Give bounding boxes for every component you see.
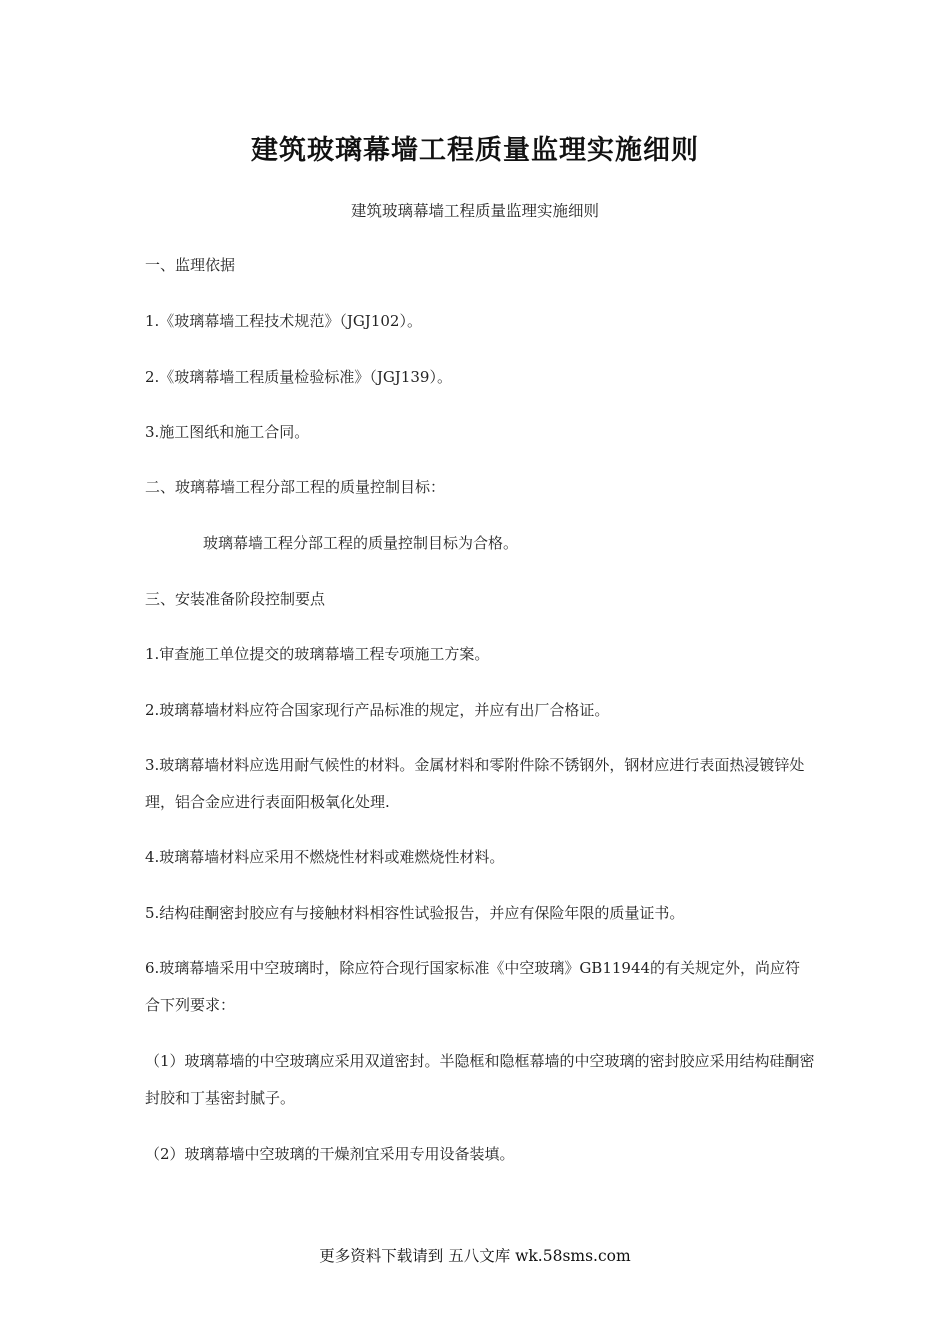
footer-note: 更多资料下载请到 五八文库 wk.58sms.com xyxy=(319,1247,631,1265)
paragraph-prep-4: 4.玻璃幕墙材料应采用不燃烧性材料或难燃烧性材料。 xyxy=(145,848,505,866)
section-heading-quality-target: 二、玻璃幕墙工程分部工程的质量控制目标： xyxy=(145,478,446,496)
paragraph-prep-3: 3.玻璃幕墙材料应选用耐气候性的材料。金属材料和零附件除不锈钢外，钢材应进行表面热浸镀锌处理，铝合金应进行表面阳极氧化处理. xyxy=(145,756,805,811)
paragraph-prep-5: 5.结构硅酮密封胶应有与接触材料相容性试验报告，并应有保险年限的质量证书。 xyxy=(145,904,685,922)
paragraph-basis-3: 3.施工图纸和施工合同。 xyxy=(145,423,310,441)
paragraph-prep-6: 6.玻璃幕墙采用中空玻璃时，除应符合现行国家标准《中空玻璃》GB11944的有关规定外，尚应符合下列要求： xyxy=(145,959,801,1014)
paragraph-prep-1: 1.审查施工单位提交的玻璃幕墙工程专项施工方案。 xyxy=(145,645,490,663)
paragraph-prep-6-item-2: （2）玻璃幕墙中空玻璃的干燥剂宜采用专用设备装填。 xyxy=(145,1145,515,1163)
document-title: 建筑玻璃幕墙工程质量监理实施细则 xyxy=(251,135,699,166)
paragraph-quality-target: 玻璃幕墙工程分部工程的质量控制目标为合格。 xyxy=(203,534,519,552)
document-subtitle: 建筑玻璃幕墙工程质量监理实施细则 xyxy=(350,202,599,220)
section-heading-preparation: 三、安装准备阶段控制要点 xyxy=(145,590,326,608)
paragraph-basis-2: 2.《玻璃幕墙工程质量检验标准》（JGJ139）。 xyxy=(145,368,452,386)
paragraph-prep-6-item-1: （1）玻璃幕墙的中空玻璃应采用双道密封。半隐框和隐框幕墙的中空玻璃的密封胶应采用结构硅酮密封胶和丁基密封腻子。 xyxy=(145,1052,815,1107)
section-heading-basis: 一、监理依据 xyxy=(145,256,236,274)
paragraph-prep-2: 2.玻璃幕墙材料应符合国家现行产品标准的规定，并应有出厂合格证。 xyxy=(145,701,610,719)
paragraph-basis-1: 1.《玻璃幕墙工程技术规范》（JGJ102）。 xyxy=(145,312,422,330)
